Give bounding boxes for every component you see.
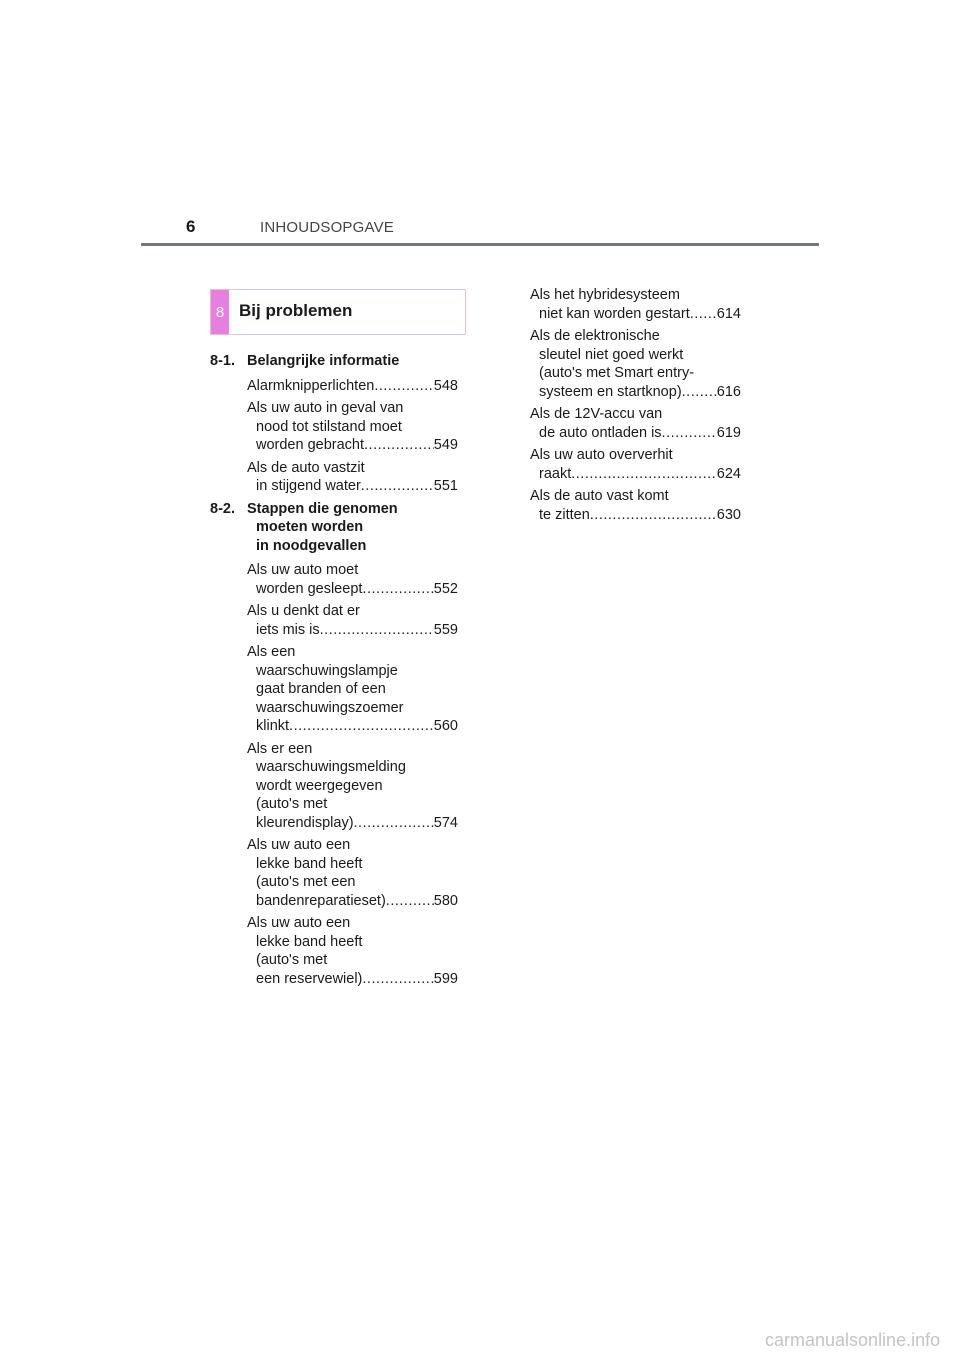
toc-entry-line: Als de elektronische [530,328,660,344]
toc-entry-text: systeem en startknop) [539,383,682,400]
toc-entry-line: lekke band heeft [256,855,363,872]
toc-entry-text: raakt [539,465,572,482]
toc-entry-text: worden gebracht [256,437,365,453]
dot-leader [662,424,717,443]
toc-entry-line: wordt weergegeven [256,777,383,794]
toc-entry-line [247,621,458,640]
toc-entry-line: Als uw auto een [247,837,351,853]
toc-entry-line [247,717,458,736]
toc-page-number: 560 [433,718,458,734]
toc-entry-line [247,970,458,989]
toc-entry[interactable] [247,643,458,736]
toc-entry-line: (auto's met een [256,874,356,890]
toc-entry-text: niet kan worden gestart [539,305,690,322]
toc-entry-line [247,892,458,911]
toc-entry-text: de auto ontladen is [539,424,662,441]
dot-leader [362,970,433,989]
section-number: 8-2. [210,500,235,517]
toc-entry-text: Alarmknipperlichten [247,377,375,394]
toc-entry-line: gaat branden of een [256,681,386,697]
toc-entry-line: (auto's met [256,952,328,968]
toc-entry-line [247,477,458,496]
toc-entry[interactable] [530,446,741,483]
section-title-line: Belangrijke informatie [247,353,400,369]
toc-entry-line: Als uw auto een [247,915,351,931]
toc-entry-line: Als uw auto oververhit [530,447,673,463]
toc-entry-line: Als een [247,644,296,660]
toc-page-number: 552 [433,580,458,597]
toc-entry-text: in stijgend water [256,478,361,494]
toc-page-number: 551 [433,478,458,494]
toc-page-number: 616 [716,383,741,400]
toc-entry[interactable] [530,405,741,442]
toc-entry[interactable] [530,487,741,524]
toc-entry-line [530,305,741,324]
toc-entry-line: waarschuwingszoemer [256,699,404,716]
toc-entry-line [247,814,458,833]
toc-entry-text: kleurendisplay) [256,814,354,831]
page-number: 6 [186,217,196,236]
toc-entry-line: Als er een [247,740,313,757]
toc-page-number: 580 [433,892,458,909]
watermark: carmanualsonline.info [765,1330,941,1350]
toc-entry-line: (auto's met Smart entry- [539,365,695,381]
toc-entry-line: Als uw auto moet [247,562,359,578]
dot-leader [289,717,434,736]
toc-entry-line: Als de auto vastzit [247,459,365,476]
toc-page-number: 630 [716,506,741,523]
toc-entry-line [530,383,741,402]
toc-entry-line: waarschuwingslampje [256,662,398,679]
toc-entry-text: iets mis is [256,621,320,638]
toc-entry-line [247,436,458,455]
page-header-title: INHOUDSOPGAVE [260,219,395,236]
section-title-line: moeten worden [256,519,364,535]
chapter-tab: 8 [211,290,229,334]
section-title [247,352,458,371]
toc-entry-text: een reservewiel) [256,970,363,987]
dot-leader [682,383,717,402]
toc-entry[interactable] [247,561,458,598]
toc-entry-line [530,465,741,484]
dot-leader [590,506,717,525]
toc-entry-line: Als u denkt dat er [247,603,360,619]
toc-section-heading [210,352,458,371]
toc-entry[interactable] [530,327,741,401]
toc-entry-text: klinkt [256,718,290,734]
dot-leader [571,465,717,484]
section-number: 8-1. [210,353,235,369]
toc-entry-text: worden gesleept [256,580,363,597]
toc-entry[interactable] [247,459,458,496]
dot-leader [386,892,434,911]
chapter-title: Bij problemen [239,301,353,320]
toc-entry[interactable] [530,286,741,323]
toc-entry-line: Als het hybridesysteem [530,287,680,303]
toc-entry[interactable] [247,740,458,833]
toc-page-number: 574 [433,814,458,831]
dot-leader [362,580,433,599]
toc-section-heading [210,500,458,556]
dot-leader [320,621,434,640]
dot-leader [354,814,434,833]
toc-entry-line [530,506,741,525]
toc-left-column [210,352,458,992]
dot-leader [690,305,717,324]
toc-entry-line [247,580,458,599]
toc-page-number: 619 [716,424,741,441]
toc-entry-line: waarschuwingsmelding [256,759,406,775]
toc-entry[interactable] [247,836,458,910]
header-rule [141,243,819,246]
toc-page-number: 548 [433,377,458,394]
toc-entry-line: Als de auto vast komt [530,488,669,504]
toc-page-number: 549 [433,437,458,453]
section-title [247,500,458,556]
section-title-line: in noodgevallen [256,537,367,554]
toc-right-column [530,286,741,528]
dot-leader [374,377,433,396]
toc-entry-text: bandenreparatieset) [256,892,386,909]
toc-entry-line: sleutel niet goed werkt [539,346,684,363]
section-title-line: Stappen die genomen [247,500,398,517]
toc-entry-line: Als de 12V-accu van [530,406,663,422]
toc-entry[interactable] [247,914,458,988]
chapter-heading [210,289,466,335]
toc-entry-line: Als uw auto in geval van [247,400,404,416]
toc-entry-line: lekke band heeft [256,933,363,950]
toc-entry[interactable] [247,602,458,639]
toc-entry[interactable] [247,377,458,396]
toc-entry-text: te zitten [539,506,590,523]
dot-leader [361,477,434,496]
toc-entry-line: (auto's met [256,796,328,812]
toc-page-number: 599 [433,970,458,987]
toc-page-number: 614 [716,305,741,322]
toc-entry[interactable] [247,399,458,455]
toc-entry-line [247,377,458,396]
toc-entry-line: nood tot stilstand moet [256,418,402,435]
dot-leader [364,436,434,455]
toc-entry-line [530,424,741,443]
toc-page-number: 559 [433,621,458,638]
toc-page-number: 624 [716,465,741,482]
